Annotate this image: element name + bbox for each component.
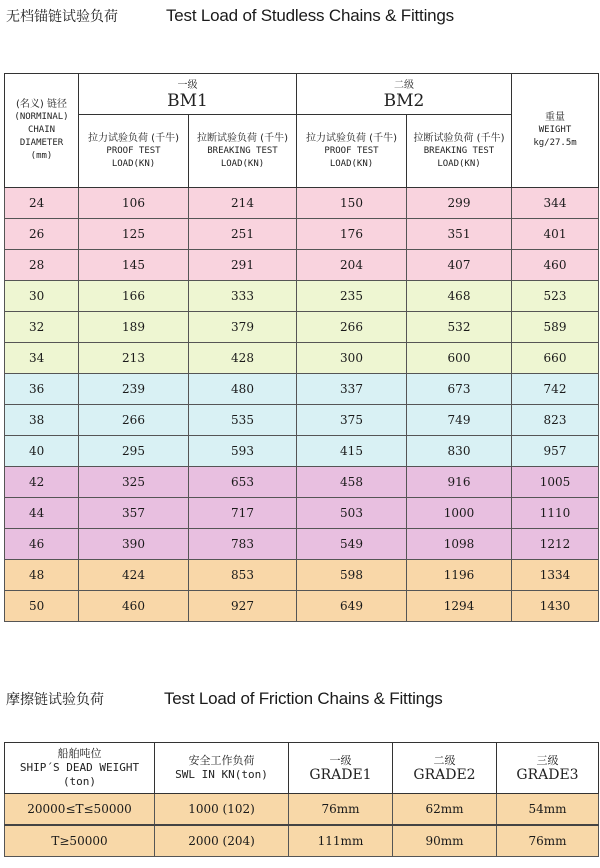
dead-weight-header-cn: 船舶吨位 [57,747,102,760]
section-title-en: Test Load of Studless Chains & Fittings [166,6,454,25]
cell-bm1-proof: 239 [79,374,189,405]
cell-bm2-proof: 503 [297,498,407,529]
friction-chain-table [4,742,599,857]
cell-bm1-break: 251 [189,219,297,250]
section-title-studless [6,6,454,26]
cell-bm2-break: 830 [407,436,512,467]
cell-weight: 523 [512,281,599,312]
bm2-header-label: BM2 [383,90,425,111]
breaking-header-cn: 拉断试验负荷 (千牛) [413,132,505,144]
cell-d: 26 [5,219,79,250]
cell-bm1-break: 214 [189,188,297,219]
breaking-header-en: BREAKING TEST [207,145,278,156]
cell-weight: 1005 [512,467,599,498]
cell-bm1-break: 379 [189,312,297,343]
diameter-header-line: (mm) [30,151,53,161]
bm2-header [297,74,512,115]
table-row [5,436,599,467]
cell-bm1-proof: 106 [79,188,189,219]
cell-bm1-proof: 266 [79,405,189,436]
grade3-header-label: GRADE3 [516,767,579,783]
grade2-header-cn: 二级 [433,754,456,767]
section-title-cn: 摩擦链试验负荷 [6,692,104,708]
cell-weight: 823 [512,405,599,436]
grade2-header-label: GRADE2 [413,767,476,783]
table-row [5,188,599,219]
proof-header-cn: 拉力试验负荷 (千牛) [88,132,179,144]
weight-header-unit: kg/27.5m [533,138,577,148]
cell-d: 50 [5,591,79,622]
weight-header [512,74,599,188]
section-title-en: Test Load of Friction Chains & Fittings [164,689,443,708]
cell-weight: 1334 [512,560,599,591]
bm1-proof-header [79,115,189,188]
cell-d: 42 [5,467,79,498]
diameter-header-line: (NORMINAL) [14,112,69,122]
table-row [5,312,599,343]
cell-d: 40 [5,436,79,467]
dead-weight-header-unit: (ton) [62,775,97,788]
cell-bm1-break: 717 [189,498,297,529]
grade1-header [289,743,393,794]
cell-bm1-break: 333 [189,281,297,312]
grade3-header [497,743,599,794]
cell-bm1-proof: 166 [79,281,189,312]
weight-header-cn: 重量 [545,112,565,123]
cell-bm2-break: 916 [407,467,512,498]
cell-bm1-proof: 295 [79,436,189,467]
cell-bm1-proof: 213 [79,343,189,374]
cell-bm1-proof: 460 [79,591,189,622]
cell-bm1-proof: 125 [79,219,189,250]
cell-bm1-break: 535 [189,405,297,436]
cell-d: 28 [5,250,79,281]
cell-d: 36 [5,374,79,405]
cell-bm2-proof: 337 [297,374,407,405]
cell-bm2-proof: 598 [297,560,407,591]
cell-d: 34 [5,343,79,374]
cell-swl: 1000 (102) [155,794,289,826]
cell-bm1-proof: 189 [79,312,189,343]
cell-bm2-break: 1294 [407,591,512,622]
diameter-header-line: DIAMETER [19,138,64,148]
bm2-proof-header [297,115,407,188]
cell-bm2-break: 299 [407,188,512,219]
cell-bm1-break: 783 [189,529,297,560]
table-row [5,467,599,498]
cell-bm2-break: 351 [407,219,512,250]
diameter-header-cn: (名义) 链径 [16,99,67,110]
table-row [5,281,599,312]
cell-bm2-proof: 649 [297,591,407,622]
dead-weight-header [5,743,155,794]
grade1-header-cn: 一级 [329,754,352,767]
cell-g3: 76mm [497,825,599,857]
cell-d: 30 [5,281,79,312]
cell-bm2-proof: 235 [297,281,407,312]
section-title-cn: 无档锚链试验负荷 [6,9,118,25]
bm1-header-cn: 一级 [177,79,198,91]
table-row [5,374,599,405]
cell-bm2-proof: 150 [297,188,407,219]
diameter-header-line: CHAIN [27,125,56,135]
cell-g2: 62mm [393,794,497,826]
cell-bm1-proof: 145 [79,250,189,281]
cell-g1: 76mm [289,794,393,826]
cell-bm2-break: 673 [407,374,512,405]
bm1-header [79,74,297,115]
table-row [5,560,599,591]
cell-g3: 54mm [497,794,599,826]
bm1-header-label: BM1 [167,90,208,111]
proof-header-en: PROOF TEST [324,145,379,156]
cell-d: 24 [5,188,79,219]
cell-weight: 1430 [512,591,599,622]
cell-bm1-break: 480 [189,374,297,405]
grade3-header-cn: 三级 [536,754,559,767]
cell-bm1-break: 927 [189,591,297,622]
cell-bm1-proof: 325 [79,467,189,498]
bm1-breaking-header [189,115,297,188]
proof-header-unit: LOAD(KN) [111,158,156,169]
table-row [5,219,599,250]
cell-d: 32 [5,312,79,343]
grade1-header-label: GRADE1 [309,767,372,783]
cell-bm1-break: 593 [189,436,297,467]
cell-weight: 344 [512,188,599,219]
cell-d: 44 [5,498,79,529]
cell-bm2-break: 407 [407,250,512,281]
section-title-friction [6,689,443,709]
cell-d: 46 [5,529,79,560]
cell-bm2-proof: 176 [297,219,407,250]
cell-bm2-break: 749 [407,405,512,436]
cell-bm2-proof: 458 [297,467,407,498]
cell-bm2-break: 1000 [407,498,512,529]
cell-bm1-break: 428 [189,343,297,374]
bm2-header-cn: 二级 [394,79,414,91]
swl-header-cn: 安全工作负荷 [188,754,255,767]
table-row [5,498,599,529]
cell-bm2-break: 1196 [407,560,512,591]
cell-bm2-proof: 300 [297,343,407,374]
studless-chain-table [4,73,599,622]
cell-bm1-break: 653 [189,467,297,498]
cell-bm1-proof: 424 [79,560,189,591]
cell-bm1-proof: 357 [79,498,189,529]
cell-swl: 2000 (204) [155,825,289,857]
cell-dwt: 20000≤T≤50000 [5,794,155,826]
swl-header [155,743,289,794]
cell-dwt: T≥50000 [5,825,155,857]
cell-d: 38 [5,405,79,436]
table-row [5,591,599,622]
swl-header-en: SWL IN KN(ton) [175,768,268,781]
cell-weight: 1110 [512,498,599,529]
diameter-header [5,74,79,188]
table-row [5,250,599,281]
weight-header-en: WEIGHT [538,125,572,135]
cell-bm2-proof: 266 [297,312,407,343]
cell-weight: 660 [512,343,599,374]
table-row [5,825,599,857]
grade2-header [393,743,497,794]
dead-weight-header-en: SHIP´S DEAD WEIGHT [19,761,140,774]
breaking-header-unit: LOAD(KN) [437,158,481,169]
cell-bm2-break: 1098 [407,529,512,560]
bm2-breaking-header [407,115,512,188]
cell-weight: 1212 [512,529,599,560]
table-row [5,343,599,374]
table-row [5,794,599,826]
cell-weight: 589 [512,312,599,343]
cell-bm2-proof: 204 [297,250,407,281]
breaking-header-unit: LOAD(KN) [220,158,265,169]
cell-weight: 742 [512,374,599,405]
cell-g2: 90mm [393,825,497,857]
cell-bm2-break: 600 [407,343,512,374]
proof-header-unit: LOAD(KN) [329,158,374,169]
cell-bm1-proof: 390 [79,529,189,560]
breaking-header-cn: 拉断试验负荷 (千牛) [197,132,288,144]
cell-bm2-break: 532 [407,312,512,343]
table-row [5,405,599,436]
cell-weight: 957 [512,436,599,467]
cell-bm1-break: 291 [189,250,297,281]
cell-bm2-proof: 549 [297,529,407,560]
cell-weight: 460 [512,250,599,281]
table-row [5,529,599,560]
cell-bm1-break: 853 [189,560,297,591]
cell-bm2-break: 468 [407,281,512,312]
cell-g1: 111mm [289,825,393,857]
cell-weight: 401 [512,219,599,250]
cell-bm2-proof: 415 [297,436,407,467]
breaking-header-en: BREAKING TEST [423,145,495,156]
cell-bm2-proof: 375 [297,405,407,436]
cell-d: 48 [5,560,79,591]
proof-header-cn: 拉力试验负荷 (千牛) [306,132,397,144]
proof-header-en: PROOF TEST [106,145,161,156]
